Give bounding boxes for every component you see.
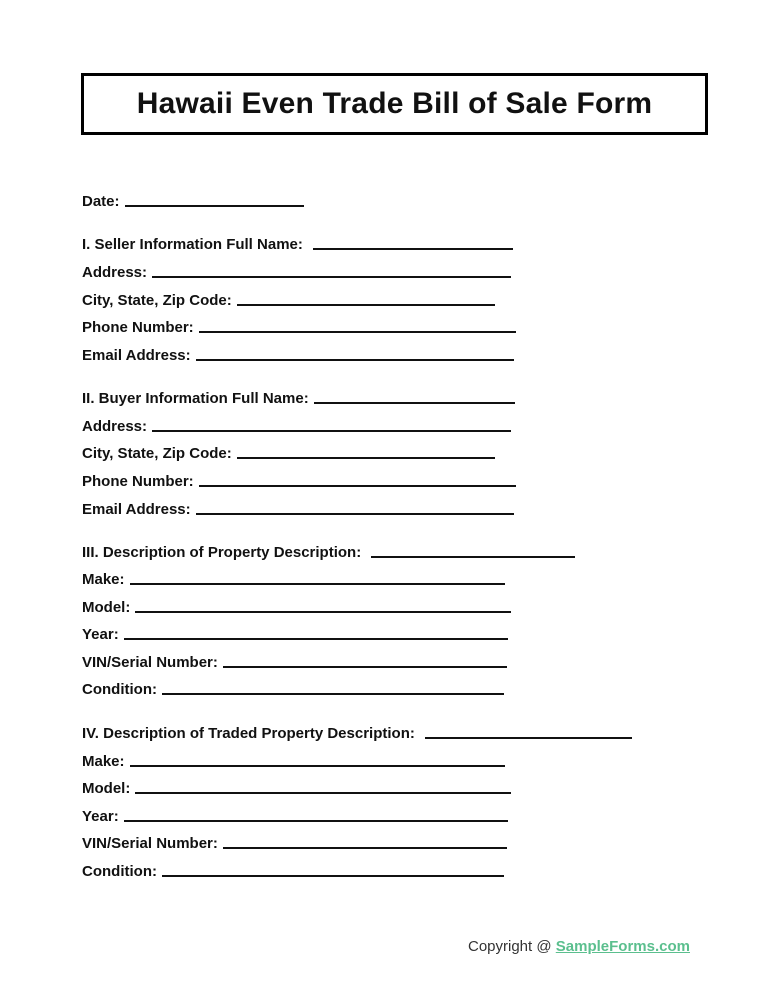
field-label: VIN/Serial Number: (82, 654, 218, 671)
field-label: VIN/Serial Number: (82, 835, 218, 852)
copyright-text: Copyright @ (468, 938, 556, 955)
field-label: Make: (82, 571, 125, 588)
form-field (82, 498, 514, 518)
field-blank-line[interactable] (237, 304, 495, 306)
form-field (82, 777, 511, 797)
field-blank-line[interactable] (223, 666, 507, 668)
field-blank-line[interactable] (199, 331, 516, 333)
form-field (82, 261, 511, 281)
form-field (82, 442, 495, 462)
form-field (82, 344, 514, 364)
form-field (82, 678, 504, 698)
form-field (82, 541, 575, 561)
field-label: Phone Number: (82, 319, 194, 336)
field-label: Email Address: (82, 347, 191, 364)
form-field (82, 832, 507, 852)
field-blank-line[interactable] (135, 611, 511, 613)
field-blank-line[interactable] (196, 513, 514, 515)
field-blank-line[interactable] (314, 402, 515, 404)
form-field (82, 860, 504, 880)
field-label: Model: (82, 780, 131, 797)
form-field (82, 387, 515, 407)
form-field (82, 750, 505, 770)
field-label: City, State, Zip Code: (82, 292, 232, 309)
field-blank-line[interactable] (124, 638, 508, 640)
field-blank-line[interactable] (196, 359, 514, 361)
form-field (82, 623, 508, 643)
copyright-footer (468, 938, 690, 955)
form-field (82, 651, 507, 671)
field-label: Address: (82, 418, 148, 435)
field-blank-line[interactable] (125, 205, 304, 207)
field-blank-line[interactable] (135, 792, 511, 794)
form-field (82, 233, 513, 253)
field-label: Phone Number: (82, 473, 194, 490)
field-blank-line[interactable] (237, 457, 495, 459)
field-blank-line[interactable] (425, 737, 632, 739)
field-blank-line[interactable] (152, 276, 511, 278)
form-field (82, 568, 505, 588)
form-field (82, 289, 495, 309)
field-blank-line[interactable] (162, 875, 504, 877)
form-field (82, 596, 511, 616)
field-label: Email Address: (82, 501, 191, 518)
form-field (82, 470, 516, 490)
field-blank-line[interactable] (124, 820, 508, 822)
field-label: Make: (82, 753, 125, 770)
page-title: Hawaii Even Trade Bill of Sale Form (136, 87, 653, 120)
field-label: City, State, Zip Code: (82, 445, 232, 462)
field-blank-line[interactable] (199, 485, 516, 487)
field-blank-line[interactable] (130, 583, 505, 585)
form-field (82, 190, 304, 210)
field-label: Year: (82, 808, 119, 825)
field-label: IV. Description of Traded Property Description: (82, 725, 415, 742)
field-label: I. Seller Information Full Name: (82, 236, 303, 253)
form-field (82, 805, 508, 825)
field-blank-line[interactable] (371, 556, 575, 558)
field-label: II. Buyer Information Full Name: (82, 390, 309, 407)
field-blank-line[interactable] (162, 693, 504, 695)
title-box (81, 73, 708, 135)
field-label: Model: (82, 599, 131, 616)
field-blank-line[interactable] (223, 847, 507, 849)
sampleforms-link[interactable]: SampleForms.com (555, 938, 690, 955)
field-blank-line[interactable] (130, 765, 505, 767)
field-label: Condition: (82, 681, 157, 698)
field-label: Year: (82, 626, 119, 643)
form-field (82, 316, 516, 336)
form-field (82, 722, 632, 742)
field-label: Date: (82, 193, 120, 210)
form-field (82, 415, 511, 435)
field-label: III. Description of Property Description: (82, 544, 362, 561)
field-blank-line[interactable] (152, 430, 511, 432)
field-label: Condition: (82, 863, 157, 880)
field-blank-line[interactable] (313, 248, 513, 250)
field-label: Address: (82, 264, 148, 281)
